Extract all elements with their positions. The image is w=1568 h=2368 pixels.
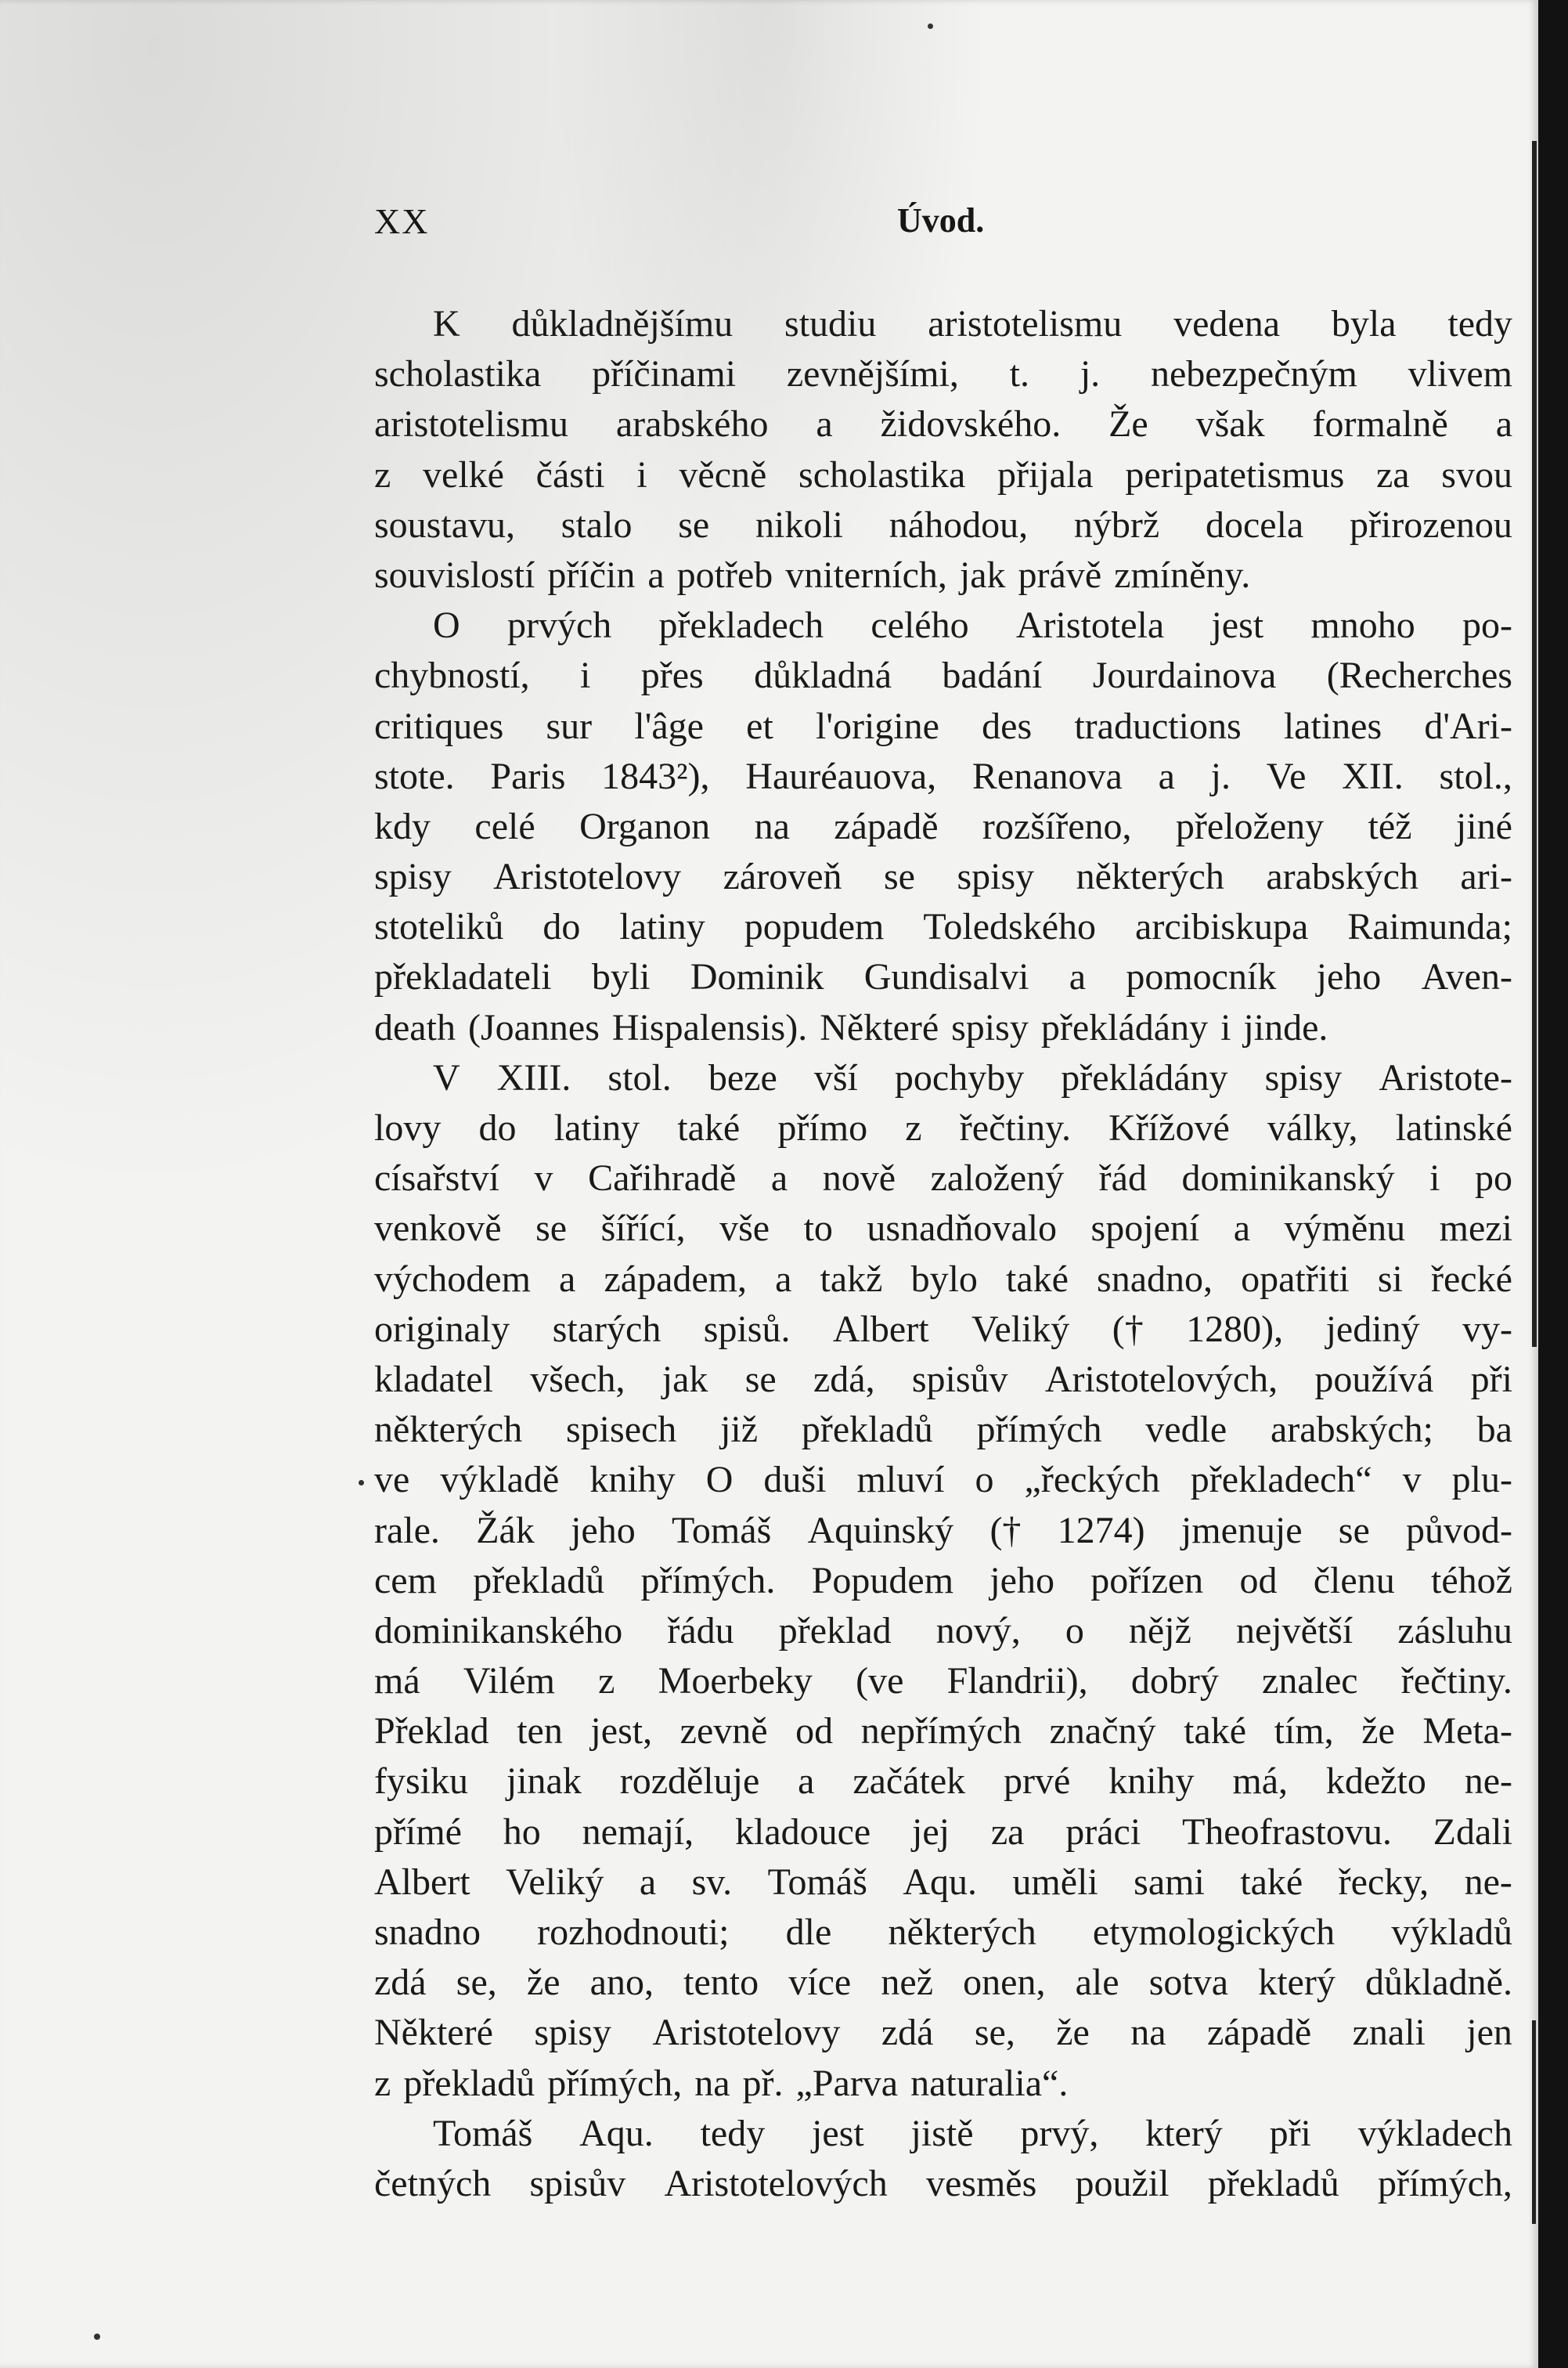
paragraph [374, 1053, 1512, 2109]
text-line: V XIII. stol. beze vší pochyby překládány spisy Aristote- [433, 1056, 1512, 1099]
text-line: východem a západem, a takž bylo také snadno, opatřiti si řecké [374, 1258, 1512, 1300]
text-line: ve výkladě knihy O duši mluví o „řeckých překladech“ v plu- [374, 1459, 1512, 1501]
paper-speck [359, 1480, 364, 1485]
page-header [374, 200, 986, 247]
paragraph [374, 601, 1512, 1053]
body-text [374, 299, 1512, 2209]
page-edge-rule [1532, 141, 1537, 1347]
page-edge-rule [1532, 2020, 1536, 2224]
text-line: venkově se šířící, vše to usnadňovalo spojení a výměnu mezi [374, 1207, 1512, 1250]
text-line: stote. Paris 1843²), Hauréauova, Renanova a j. Ve XII. stol., [374, 755, 1512, 797]
text-line: spisy Aristotelovy zároveň se spisy některých arabských ari- [374, 856, 1512, 898]
text-line: critiques sur l'âge et l'origine des traductions latines d'Ari- [374, 705, 1512, 747]
text-line: kladatel všech, jak se zdá, spisův Aristotelových, používá při [374, 1358, 1512, 1400]
text-line: Tomáš Aqu. tedy jest jistě prvý, který při výkladech [433, 2112, 1512, 2154]
paper-speck [94, 2334, 100, 2340]
text-line: soustavu, stalo se nikoli náhodou, nýbrž docela přirozenou [374, 504, 1512, 546]
text-line: kdy celé Organon na západě rozšířeno, přeloženy též jiné [374, 805, 1512, 847]
text-line: K důkladnějšímu studiu aristotelismu vedena byla tedy [433, 303, 1512, 345]
paragraph [374, 299, 1512, 601]
text-line: scholastika příčinami zevnějšími, t. j. nebezpečným vlivem [374, 353, 1512, 395]
text-line: rale. Žák jeho Tomáš Aquinský († 1274) jmenuje se původ- [374, 1509, 1512, 1551]
text-line: Albert Veliký a sv. Tomáš Aqu. uměli sami také řecky, ne- [374, 1861, 1512, 1903]
text-line: má Vilém z Moerbeky (ve Flandrii), dobrý znalec řečtiny. [374, 1660, 1512, 1702]
text-line: císařství v Cařihradě a nově založený řád dominikanský i po [374, 1157, 1512, 1200]
text-line: Překlad ten jest, zevně od nepřímých značný také tím, že Meta- [374, 1710, 1512, 1753]
text-line: z překladů přímých, na př. „Parva naturalia“. [374, 2062, 1069, 2104]
text-line: souvislostí příčin a potřeb vniterních, jak právě zmíněny. [374, 554, 1251, 596]
text-line: aristotelismu arabského a židovského. Že však formalně a [374, 403, 1512, 446]
text-line: fysiku jinak rozděluje a začátek prvé knihy má, kdežto ne- [374, 1760, 1512, 1803]
text-line: chybností, i přes důkladná badání Jourdainova (Recherches [374, 655, 1512, 697]
paper-speck [928, 23, 933, 29]
text-line: cem překladů přímých. Popudem jeho pořízen od členu téhož [374, 1559, 1512, 1601]
running-title: Úvod. [897, 201, 985, 240]
text-line: některých spisech již překladů přímých vedle arabských; ba [374, 1409, 1512, 1451]
text-line: Některé spisy Aristotelovy zdá se, že na západě znali jen [374, 2012, 1512, 2054]
text-line: přímé ho nemají, kladouce jej za práci Theofrastovu. Zdali [374, 1810, 1512, 1853]
text-line: snadno rozhodnouti; dle některých etymologických výkladů [374, 1911, 1512, 1953]
text-line: z velké části i věcně scholastika přijala peripatetismus za svou [374, 453, 1512, 496]
text-line: O prvých překladech celého Aristotela jest mnoho po- [433, 605, 1512, 647]
text-line: dominikanského řádu překlad nový, o nějž největší zásluhu [374, 1609, 1512, 1651]
paragraph [374, 2109, 1512, 2209]
text-line: překladateli byli Dominik Gundisalvi a pomocník jeho Aven- [374, 956, 1512, 998]
text-line: death (Joannes Hispalensis). Některé spisy překládány i jinde. [374, 1006, 1328, 1049]
text-line: zdá se, že ano, tento více než onen, ale sotva který důkladně. [374, 1962, 1512, 2004]
text-line: lovy do latiny také přímo z řečtiny. Křížové války, latinské [374, 1107, 1512, 1149]
text-line: četných spisův Aristotelových vesměs použil překladů přímých, [374, 2162, 1512, 2204]
page-number: XX [374, 201, 430, 241]
text-line: stoteliků do latiny popudem Toledského arcibiskupa Raimunda; [374, 906, 1512, 948]
text-line: originaly starých spisů. Albert Veliký († 1280), jediný vy- [374, 1308, 1512, 1350]
